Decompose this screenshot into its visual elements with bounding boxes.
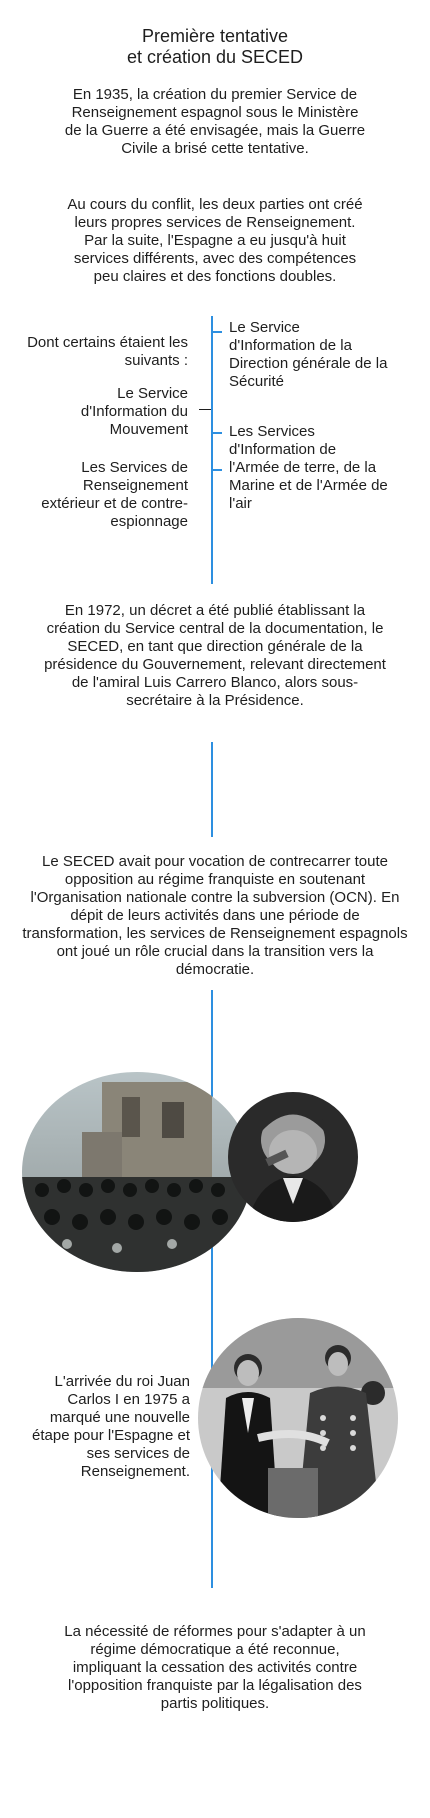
service-item: Les Services de Renseignement extérieur et de contre-espionnage [41, 459, 188, 530]
juan-carlos-paragraph: L'arrivée du roi Juan Carlos I en 1975 a marqué une nouvelle étape pour l'Espagne et ses services de Renseignement. [32, 1373, 190, 1480]
services-intro-label: Dont certains étaient les suivants : [27, 334, 188, 369]
service-item: Le Service d'Information du Mouvement [80, 385, 188, 438]
timeline-segment [211, 990, 213, 1588]
decree-1972-paragraph: En 1972, un décret a été publié établissant la création du Service central de la documentation, le SECED, en tant que direction générale de la présidence du Gouvernement, relevant directement de l'amiral Luis Carrero Blanco, alors sous-secrétaire à la Présidence. [44, 602, 386, 709]
service-item: Les Services d'Information de l'Armée de terre, de la Marine et de l'Armée de l'air [229, 423, 388, 512]
timeline-tick [212, 331, 222, 333]
king-ceremony-photo [198, 1318, 398, 1518]
connector-line [199, 409, 211, 410]
timeline-tick [212, 469, 222, 471]
timeline-segment [211, 742, 213, 837]
timeline-segment [211, 316, 213, 584]
service-item: Le Service d'Information de la Direction générale de la Sécurité [229, 319, 388, 390]
title-line-1: Première tentative [141, 26, 289, 46]
reforms-paragraph: La nécessité de réformes pour s'adapter à un régime démocratique a été reconnue, impliquant la cessation des activités contre l'opposition franquiste par la légalisation des partis politiques. [64, 1623, 366, 1712]
conflict-paragraph: Au cours du conflit, les deux parties ont créé leurs propres services de Renseignement. Par la suite, l'Espagne a eu jusqu'à huit services différents, avec des compétences peu claires et des fonctions doubles. [67, 196, 363, 285]
intro-1935-paragraph: En 1935, la création du premier Service de Renseignement espagnol sous le Ministère de la Guerre a été envisagée, mais la Guerre Civile a brisé cette tentative. [64, 86, 366, 157]
portrait-photo [228, 1092, 358, 1222]
page-title [0, 26, 430, 68]
crowd-photo [22, 1072, 252, 1272]
title-line-2: et création du SECED [126, 47, 304, 67]
seced-vocation-paragraph: Le SECED avait pour vocation de contrecarrer toute opposition au régime franquiste en soutenant l'Organisation nationale contre la subversion (OCN). En dépit de leurs activités dans une période de transformation, les services de Renseignement espagnols ont joué un rôle crucial dans la transition vers la démocratie. [22, 853, 408, 978]
timeline-tick [212, 432, 222, 434]
